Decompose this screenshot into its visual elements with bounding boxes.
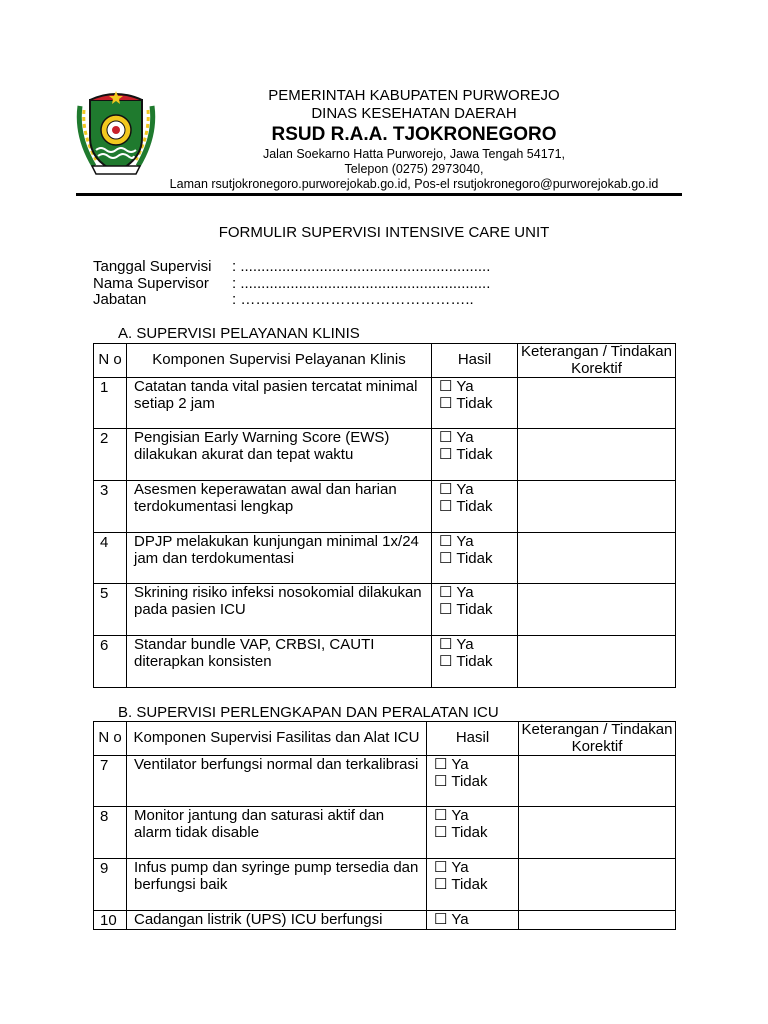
table-row [94,911,676,930]
government-name: PEMERINTAH KABUPATEN PURWOREJO [268,87,560,104]
checkbox-tidak[interactable]: ☐ Tidak [439,445,493,463]
row-component: Asesmen keperawatan awal dan harian terdokumentasi lengkap [127,481,432,533]
checkbox-ya[interactable]: ☐ Ya [439,636,474,653]
hospital-name: RSUD R.A.A. TJOKRONEGORO [271,124,557,145]
hospital-phone: Telepon (0275) 2973040, [344,162,484,176]
table-header-row [94,344,676,378]
section-a-title: A. SUPERVISI PELAYANAN KLINIS [118,325,360,342]
result-cell [432,481,518,533]
meta-label: Jabatan [93,291,147,308]
checkbox-tidak[interactable]: ☐ Tidak [439,549,493,567]
header-no: N o [94,722,127,756]
checkbox-ya[interactable]: ☐ Ya [439,429,474,446]
checkbox-tidak[interactable]: ☐ Tidak [439,652,493,670]
meta-value: : ............................................................ [232,258,491,275]
note-cell[interactable] [518,429,676,481]
section-a-table [93,343,676,688]
header-no: N o [94,344,127,378]
result-cell [432,636,518,688]
meta-label: Nama Supervisor [93,274,209,292]
checkbox-ya[interactable]: ☐ Ya [434,859,469,876]
table-row [94,859,676,911]
row-component: Cadangan listrik (UPS) ICU berfungsi [127,911,427,930]
row-component: Standar bundle VAP, CRBSI, CAUTI diterapkan konsisten [127,636,432,688]
result-cell [432,378,518,429]
table-row [94,429,676,481]
header-component: Komponen Supervisi Fasilitas dan Alat ICU [127,722,427,756]
meta-label: Tanggal Supervisi [93,258,212,275]
table-row [94,756,676,807]
row-number: 1 [94,378,127,429]
checkbox-tidak[interactable]: ☐ Tidak [434,875,488,893]
row-number: 2 [94,429,127,481]
meta-row-date [93,259,490,276]
note-cell[interactable] [518,378,676,429]
supervision-info [93,259,490,309]
row-component: Skrining risiko infeksi nosokomial dilakukan pada pasien ICU [127,584,432,636]
row-number: 5 [94,584,127,636]
checkbox-ya[interactable]: ☐ Ya [439,584,474,601]
meta-value: : ............................................................ [232,274,491,292]
checkbox-ya[interactable]: ☐ Ya [434,756,469,773]
result-cell [427,859,519,911]
header-component: Komponen Supervisi Pelayanan Klinis [127,344,432,378]
header-result: Hasil [427,722,519,756]
checkbox-ya[interactable]: ☐ Ya [434,807,469,824]
row-number: 10 [94,911,127,930]
checkbox-tidak[interactable]: ☐ Tidak [434,823,488,841]
table-row [94,378,676,429]
form-title: FORMULIR SUPERVISI INTENSIVE CARE UNIT [218,224,550,241]
header-note: Keterangan / Tindakan Korektif [519,722,676,756]
row-number: 3 [94,481,127,533]
checkbox-ya[interactable]: ☐ Ya [439,378,474,395]
row-number: 8 [94,807,127,859]
row-number: 9 [94,859,127,911]
row-component: Ventilator berfungsi normal dan terkalibrasi [127,756,427,807]
letterhead [150,87,678,192]
checkbox-tidak[interactable]: ☐ Tidak [434,772,488,790]
result-cell [432,584,518,636]
result-cell [427,911,519,930]
meta-row-supervisor [93,276,490,293]
result-cell [427,756,519,807]
row-component: Pengisian Early Warning Score (EWS) dilakukan akurat dan tepat waktu [127,429,432,481]
table-row [94,584,676,636]
table-row [94,481,676,533]
row-component: DPJP melakukan kunjungan minimal 1x/24 jam dan terdokumentasi [127,533,432,584]
meta-value: : ……………………………………….. [232,291,474,308]
table-row [94,636,676,688]
row-component: Monitor jantung dan saturasi aktif dan alarm tidak disable [127,807,427,859]
checkbox-ya[interactable]: ☐ Ya [434,911,469,928]
note-cell[interactable] [519,859,676,911]
regency-emblem-logo [74,86,158,178]
result-cell [427,807,519,859]
section-b-title: B. SUPERVISI PERLENGKAPAN DAN PERALATAN ICU [118,704,499,721]
checkbox-ya[interactable]: ☐ Ya [439,533,474,550]
note-cell[interactable] [518,533,676,584]
note-cell[interactable] [519,911,676,930]
row-number: 7 [94,756,127,807]
hospital-contact: Laman rsutjokronegoro.purworejokab.go.id, Pos-el rsutjokronegoro@purworejokab.go.id [169,177,659,191]
note-cell[interactable] [519,756,676,807]
checkbox-tidak[interactable]: ☐ Tidak [439,394,493,412]
checkbox-tidak[interactable]: ☐ Tidak [439,600,493,618]
table-row [94,533,676,584]
table-header-row [94,722,676,756]
hospital-address: Jalan Soekarno Hatta Purworejo, Jawa Tengah 54171, [262,147,566,161]
department-name: DINAS KESEHATAN DAERAH [311,105,517,122]
header-note: Keterangan / Tindakan Korektif [518,344,676,378]
header-divider [76,193,682,196]
result-cell [432,429,518,481]
note-cell[interactable] [518,636,676,688]
note-cell[interactable] [518,481,676,533]
note-cell[interactable] [519,807,676,859]
meta-row-position [93,292,490,309]
row-number: 4 [94,533,127,584]
result-cell [432,533,518,584]
row-number: 6 [94,636,127,688]
row-component: Catatan tanda vital pasien tercatat minimal setiap 2 jam [127,378,432,429]
checkbox-tidak[interactable]: ☐ Tidak [439,497,493,515]
section-b-table [93,721,676,930]
header-result: Hasil [432,344,518,378]
table-row [94,807,676,859]
note-cell[interactable] [518,584,676,636]
checkbox-ya[interactable]: ☐ Ya [439,481,474,498]
row-component: Infus pump dan syringe pump tersedia dan berfungsi baik [127,859,427,911]
